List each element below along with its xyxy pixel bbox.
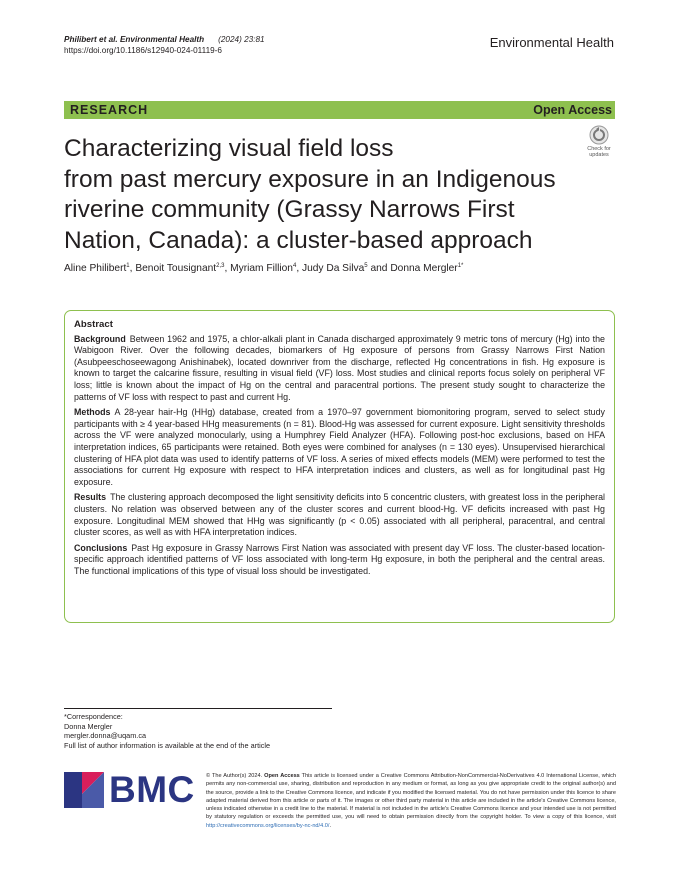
article-type-band	[64, 101, 615, 119]
correspondence-name: Donna Mergler	[64, 721, 113, 731]
author-name: Judy Da Silva	[301, 263, 365, 274]
abstract-background	[74, 334, 605, 404]
author-name: Benoit Tousignant	[135, 263, 217, 274]
license-link[interactable]: http://creativecommons.org/licenses/by-nc-nd/4.0/	[206, 822, 330, 829]
license-text	[206, 772, 616, 830]
section-label: Conclusions	[74, 542, 128, 553]
section-label: Results	[74, 492, 107, 503]
section-text: Past Hg exposure in Grassy Narrows First Nation was associated with present day VF loss. The cluster-based location-specific approach identified patterns of VF loss associated with long-term Hg exposure, in both the peripheral and the central areas. The functional implications of this type of visual loss should be investigated.	[74, 542, 605, 576]
title-line: Characterizing visual field loss	[64, 135, 394, 162]
author-list: Aline Philibert$^1$, Benoit Tousignant$^{2,3}$, Myriam Fillion$^4$, Judy Da Silva$^5$ and Donna Mergler$^{1*}$	[64, 263, 464, 274]
title-line: Nation, Canada): a cluster-based approach	[64, 226, 533, 254]
footnote-divider	[64, 708, 332, 709]
doi-link[interactable]: https://doi.org/10.1186/s12940-024-01119-6	[64, 46, 222, 55]
check-for-updates-line: updates	[589, 152, 609, 158]
author-affiliation: 1	[126, 263, 130, 269]
abstract-heading: Abstract	[74, 319, 113, 330]
header-year-ref: (2024) 23:81	[218, 35, 265, 44]
citation-line	[64, 34, 265, 45]
author-name: Aline Philibert	[64, 263, 127, 274]
section-label: Methods	[74, 407, 111, 418]
license-body: This article is licensed under a Creative Commons Attribution-NonCommercial-NoDerivatives 4.0 International License, which permits any non-commercial use, sharing, distribution and reproduction in any medium or format, as long as you give appropriate credit to the original author(s) and the source, provide a link to the Creative Commons licence, and indicate if you modified the licensed material. You do not have permission under this licence to share adapted material derived from this article or parts of it. The images or other third party material in this article are included in the article's Creative Commons licence, unless indicated otherwise in a credit line to the material. If material is not included in the article's Creative Commons licence and your intended use is not permitted by statutory regulation or exceeds the permitted use, you will need to obtain permission directly from the copyright holder. To view a copy of this licence, visit	[206, 773, 617, 821]
correspondence-note: Full list of author information is available at the end of the article	[64, 740, 271, 750]
author-name: Myriam Fillion	[230, 263, 293, 274]
abstract-results	[74, 492, 605, 538]
open-access-label: Open Access	[533, 103, 612, 117]
author-affiliation: 1*	[457, 263, 464, 269]
copyright: © The Author(s) 2024.	[206, 773, 263, 779]
author-affiliation: 4	[292, 263, 297, 269]
abstract-conclusions	[74, 543, 605, 578]
section-text: Between 1962 and 1975, a chlor-alkali plant in Canada discharged approximately 9 metric tons of mercury (Hg) into the Wabigoon River. Over the following decades, biomarkers of Hg exposure of persons from Grassy Narrows First Nation (Asubpeeschoseewagong Anishinabek), located downriver from the discharge, reflected Hg concentrations in fish. Hg exposure is known to target the calcarine fissure, resulting in visual field (VF) loss. Most studies and clinical reports focus solely on peripheral VF loss; little is known about the impact of Hg on the central and paracentral portions. The present study sought to characterize the patterns of VF loss with respect to past and current Hg.	[74, 333, 605, 402]
check-for-updates-line: Check for	[587, 146, 611, 152]
section-text: The clustering approach decomposed the light sensitivity deficits into 5 concentric clusters, with greatest loss in the peripheral clusters. No relation was observed between any of the cluster scores and current blood-Hg. VF deficits increased with past Hg exposure. Longitudinal MEM showed that HHg was significantly (p < 0.05) associated with all peripheral, paracentral, and central cluster scores, as well as with HFA interpretation indices.	[74, 492, 605, 538]
abstract-box	[64, 310, 615, 623]
license-end: .	[329, 822, 331, 829]
check-for-updates-text	[582, 146, 616, 158]
title-line: riverine community (Grassy Narrows First	[64, 196, 515, 223]
open-access-bold: Open Access	[264, 773, 300, 779]
article-type-label: RESEARCH	[70, 103, 149, 117]
section-label: Background	[74, 333, 126, 344]
correspondence-block	[64, 712, 270, 750]
author-conjunction: and	[370, 263, 388, 274]
journal-name: Environmental Health	[489, 35, 614, 50]
bmc-logo-mark-icon	[64, 772, 106, 808]
author-name: Donna Mergler	[390, 263, 458, 274]
abstract-methods	[74, 407, 605, 488]
header-authors: Philibert et al. Environmental Health	[64, 35, 205, 44]
check-for-updates-icon	[589, 125, 609, 145]
check-for-updates-badge[interactable]	[582, 125, 616, 159]
bmc-logo[interactable]	[64, 769, 195, 810]
correspondence-label: *Correspondence:	[64, 712, 123, 721]
author-affiliation: 2,3	[216, 263, 225, 269]
section-text: A 28-year hair-Hg (HHg) database, created from a 1970–97 government biomonitoring program, served to select study participants with ≥ 4 year-based HHg measurements (n = 81). Blood-Hg was assessed for current exposure. Light sensitivity thresholds across the VF were analyzed monocularly, using a Humphrey Field Analyzer (HFA). Following post-hoc exclusions, based on HFA interpretation indices, 65 participants were retained. Both eyes were combined for analyses (n = 130 eyes). Unsupervised hierarchical clustering of HFA plot data was used to identify patterns of VF loss. A series of mixed effects models (MEM) were performed to test the associations for current Hg exposure with respect to HFA interpretation indices and clusters, as well as for longitudinal past Hg exposure.	[74, 407, 605, 487]
correspondence-email[interactable]: mergler.donna@uqam.ca	[64, 731, 147, 740]
title-line: from past mercury exposure in an Indigenous	[64, 165, 556, 193]
author-affiliation: 5	[364, 263, 368, 269]
article-title	[64, 134, 564, 256]
bmc-logo-text: BMC	[109, 769, 195, 810]
running-header	[64, 34, 265, 56]
